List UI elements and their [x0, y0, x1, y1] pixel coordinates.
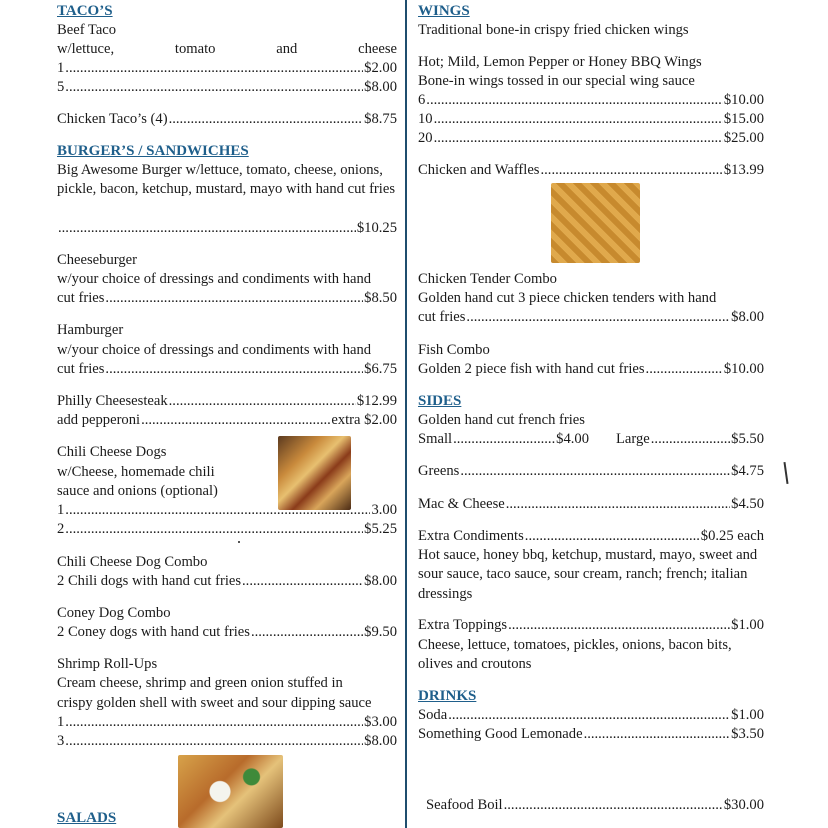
tender-combo-desc: Golden hand cut 3 piece chicken tenders with hand — [418, 290, 717, 306]
qty: 10 — [418, 111, 433, 127]
tacos-header: TACO’S — [57, 3, 113, 19]
dot-leader — [105, 289, 363, 308]
size: Small — [418, 431, 453, 447]
dot-leader — [525, 527, 700, 546]
price: $10.00 — [723, 361, 764, 377]
greens-row — [418, 462, 764, 481]
chicken-waffles-row — [418, 161, 764, 180]
beef-taco-5-row — [57, 78, 397, 97]
qty: 20 — [418, 130, 433, 146]
hot-wings-title: Hot; Mild, Lemon Pepper or Honey BBQ Wings — [418, 54, 702, 70]
price: $3.00 — [364, 714, 397, 730]
item-name: Greens — [418, 463, 460, 479]
item-name: Soda — [418, 707, 448, 723]
dot-leader — [506, 495, 730, 514]
desc-word: w/lettuce, — [57, 41, 115, 57]
dot-leader — [448, 706, 730, 725]
item-name: Chicken and Waffles — [418, 162, 540, 178]
chicken-taco-row — [57, 110, 397, 129]
chili-dogs-desc: sauce and onions (optional) — [57, 483, 218, 499]
price: $10.00 — [723, 92, 764, 108]
item-name: Extra Condiments — [418, 528, 524, 544]
price: $0.25 each — [700, 528, 764, 544]
price: $8.75 — [364, 111, 397, 127]
dot-leader — [65, 520, 363, 539]
price: $3.50 — [731, 726, 764, 742]
column-divider — [405, 0, 407, 828]
price: $8.00 — [364, 573, 397, 589]
cheeseburger-price-row — [57, 289, 397, 308]
item-name: Something Good Lemonade — [418, 726, 583, 742]
tender-combo-title: Chicken Tender Combo — [418, 271, 557, 287]
desc-word: cheese — [358, 41, 397, 57]
price: $30.00 — [723, 797, 764, 813]
fries-large-row — [616, 430, 764, 449]
qty: 2 — [57, 521, 65, 537]
soda-row — [418, 706, 764, 725]
dot-leader — [169, 110, 364, 129]
desc-word: and — [276, 41, 298, 57]
hamburger-title: Hamburger — [57, 322, 124, 338]
price: $1.00 — [731, 617, 764, 633]
dot-leader — [105, 360, 363, 379]
toppings-row — [418, 616, 764, 635]
beef-taco-title: Beef Taco — [57, 22, 117, 38]
mac-row — [418, 495, 764, 514]
item-name: cut fries — [57, 290, 105, 306]
sides-header: SIDES — [418, 393, 462, 409]
wings-6-row — [418, 91, 764, 110]
dot-leader — [584, 725, 731, 744]
dot-leader — [460, 462, 730, 481]
qty: 1 — [57, 60, 65, 76]
price: 3.00 — [371, 502, 397, 518]
cheeseburger-desc: w/your choice of dressings and condiments with hand — [57, 271, 372, 287]
wings-10-row — [418, 110, 764, 129]
wings-desc: Traditional bone-in crispy fried chicken wings — [418, 22, 689, 38]
chicken-waffles-photo — [551, 183, 640, 263]
item-name: cut fries — [57, 361, 105, 377]
dot-leader — [65, 732, 363, 751]
price: $5.50 — [731, 431, 764, 447]
dot-leader — [169, 392, 356, 411]
price: $4.75 — [731, 463, 764, 479]
shrimp-1-row — [57, 713, 397, 732]
condiments-desc: Hot sauce, honey bbq, ketchup, mustard, mayo, sweet and sour sauce, taco sauce, sour cream, ranch; french; italian dressings — [418, 547, 758, 602]
price: $6.75 — [364, 361, 397, 377]
price: $1.00 — [731, 707, 764, 723]
chili-dog-2-row — [57, 520, 397, 539]
price: $10.25 — [356, 220, 397, 236]
dot-leader — [242, 572, 363, 591]
dot-leader — [251, 623, 363, 642]
price: $25.00 — [723, 130, 764, 146]
stray-mark — [238, 541, 240, 543]
item-name: Philly Cheesesteak — [57, 393, 168, 409]
dot-leader — [434, 110, 723, 129]
hamburger-desc: w/your choice of dressings and condiments with hand — [57, 342, 372, 358]
salads-header: SALADS — [57, 810, 117, 826]
tender-combo-row — [418, 308, 764, 327]
coney-combo-row — [57, 623, 397, 642]
philly-row — [57, 392, 397, 411]
item-name: Mac & Cheese — [418, 496, 505, 512]
dot-leader — [426, 91, 723, 110]
big-burger-desc: Big Awesome Burger w/lettuce, tomato, cheese, onions, pickle, bacon, ketchup, mustard, mayo with hand cut fries — [57, 162, 395, 198]
price: $12.99 — [356, 393, 397, 409]
beef-taco-1-row — [57, 59, 397, 78]
seafood-row — [426, 796, 764, 815]
condiments-row — [418, 527, 764, 546]
item-name: cut fries — [418, 309, 466, 325]
hamburger-price-row — [57, 360, 397, 379]
price: $8.00 — [364, 733, 397, 749]
item-name: 2 Coney dogs with hand cut fries — [57, 624, 250, 640]
chili-combo-title: Chili Cheese Dog Combo — [57, 554, 208, 570]
wings-20-row — [418, 129, 764, 148]
dot-leader — [65, 59, 363, 78]
price: $4.00 — [556, 431, 589, 447]
dot-leader — [65, 713, 363, 732]
lemonade-row — [418, 725, 764, 744]
pepperoni-row — [57, 411, 397, 430]
hot-wings-desc: Bone-in wings tossed in our special wing sauce — [418, 73, 695, 89]
price: $5.25 — [364, 521, 397, 537]
item-name: 2 Chili dogs with hand cut fries — [57, 573, 242, 589]
price: $4.50 — [731, 496, 764, 512]
qty: 5 — [57, 79, 65, 95]
qty: 1 — [57, 714, 65, 730]
qty: 6 — [418, 92, 426, 108]
fish-combo-row — [418, 360, 764, 379]
dot-leader — [65, 78, 363, 97]
chili-dogs-title: Chili Cheese Dogs — [57, 444, 167, 460]
price: $15.00 — [723, 111, 764, 127]
fries-desc: Golden hand cut french fries — [418, 412, 585, 428]
size: Large — [616, 431, 650, 447]
chili-combo-row — [57, 572, 397, 591]
dot-leader — [434, 129, 723, 148]
shrimp-3-row — [57, 732, 397, 751]
shrimp-desc: crispy golden shell with sweet and sour dipping sauce — [57, 695, 372, 711]
shrimp-rollups-photo — [178, 755, 283, 828]
price: $8.50 — [364, 290, 397, 306]
qty: 3 — [57, 733, 65, 749]
dot-leader — [453, 430, 555, 449]
dot-leader — [541, 161, 723, 180]
dot-leader — [646, 360, 723, 379]
item-name: Seafood Boil — [426, 797, 503, 813]
drinks-header: DRINKS — [418, 688, 477, 704]
dot-leader — [508, 616, 730, 635]
shrimp-title: Shrimp Roll-Ups — [57, 656, 158, 672]
dot-leader — [466, 308, 730, 327]
wings-header: WINGS — [418, 3, 470, 19]
price: $8.00 — [364, 79, 397, 95]
coney-combo-title: Coney Dog Combo — [57, 605, 171, 621]
big-burger-price-row — [57, 219, 397, 238]
stray-mark — [783, 462, 788, 484]
fries-small-row — [418, 430, 589, 449]
item-name: Golden 2 piece fish with hand cut fries — [418, 361, 645, 377]
price: $8.00 — [731, 309, 764, 325]
price: $13.99 — [723, 162, 764, 178]
item-name: Chicken Taco’s (4) — [57, 111, 168, 127]
desc-word: tomato — [174, 41, 216, 57]
chili-dogs-desc: w/Cheese, homemade chili — [57, 464, 215, 480]
dot-leader — [141, 411, 330, 430]
toppings-desc: Cheese, lettuce, tomatoes, pickles, onions, bacon bits, olives and croutons — [418, 637, 732, 673]
item-name: add pepperoni — [57, 412, 141, 428]
dot-leader — [504, 796, 723, 815]
burgers-header: BURGER’S / SANDWICHES — [57, 143, 249, 159]
shrimp-desc: Cream cheese, shrimp and green onion stuffed in — [57, 675, 343, 691]
fish-combo-title: Fish Combo — [418, 342, 490, 358]
qty: 1 — [57, 502, 65, 518]
dot-leader — [58, 219, 356, 238]
dot-leader — [651, 430, 730, 449]
price: $2.00 — [364, 60, 397, 76]
price: $9.50 — [364, 624, 397, 640]
item-name: Extra Toppings — [418, 617, 508, 633]
chili-dogs-photo — [278, 436, 351, 510]
beef-taco-desc — [57, 40, 397, 59]
price: extra $2.00 — [331, 412, 397, 428]
cheeseburger-title: Cheeseburger — [57, 252, 137, 268]
